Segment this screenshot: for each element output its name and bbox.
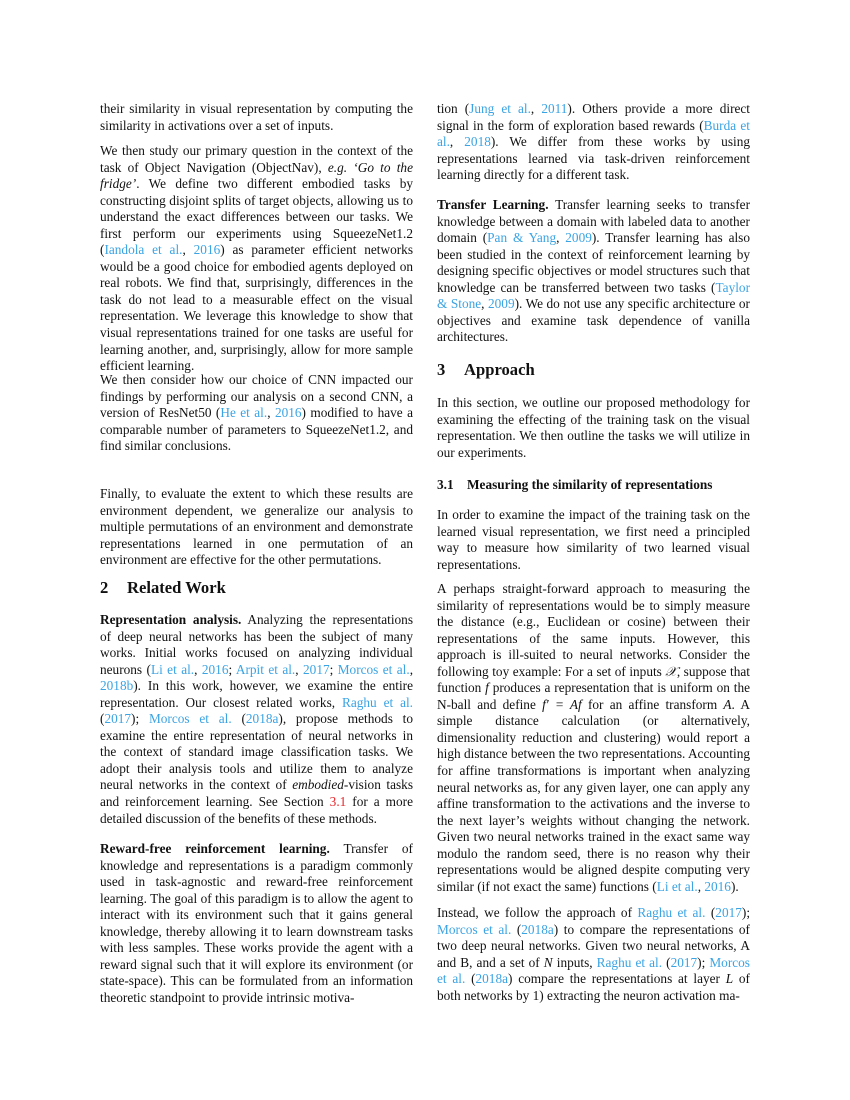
paragraph — [437, 905, 750, 1004]
text-run: , — [194, 661, 202, 677]
italic-text: L — [725, 971, 734, 987]
text-run: ) compare the representations at layer — [508, 971, 726, 987]
paragraph — [437, 395, 750, 461]
text-run: , — [267, 405, 275, 421]
text-run: for an affine transform — [581, 696, 724, 712]
section-heading-related-work — [100, 578, 226, 598]
text-run: ). Others provide a more direct signal in the form of exploration based rewards ( — [437, 101, 750, 133]
section-heading-approach — [437, 360, 535, 380]
citation-link[interactable]: Raghu et al. — [341, 694, 413, 710]
citation-link[interactable]: 2018b — [100, 678, 134, 694]
text-run: ; — [329, 661, 338, 677]
section-ref-link[interactable]: 3.1 — [329, 794, 347, 810]
citation-link[interactable]: 2016 — [704, 878, 731, 894]
paragraph-run-in-heading: Transfer Learning. — [437, 197, 549, 212]
text-run: In this section, we outline our proposed methodology for examining the effecting of the training task on the visual representation. We then outline the tasks we will utilize in our experiments. — [437, 395, 750, 460]
text-run: , — [530, 101, 542, 116]
text-run: ( — [662, 954, 671, 970]
subsection-title: Measuring the similarity of representations — [467, 477, 713, 492]
citation-link[interactable]: 2009 — [565, 230, 592, 246]
text-run: Transfer learning seeks to transfer knowledge between a domain with labeled data to another domain ( — [437, 197, 750, 246]
text-run: ( — [231, 711, 246, 727]
subsection-number: 3.1 — [437, 477, 454, 492]
citation-link[interactable]: Morcos et al. — [437, 954, 750, 987]
section-title: Related Work — [127, 578, 226, 597]
text-run: , — [449, 134, 465, 150]
section-title: Approach — [464, 360, 535, 379]
text-run: ). Transfer learning has also been studied in the context of reinforcement learning by designing specific objectives or model structures such that knowledge can be transferred between two tasks ( — [437, 230, 750, 295]
citation-link[interactable]: Raghu et al. — [596, 954, 663, 970]
citation-link[interactable]: Taylor & Stone — [437, 279, 750, 312]
text-run: ). We differ from these works by using representations learned via task-driven reinforcement learning directly for a different task. — [437, 134, 750, 183]
text-run: , — [409, 661, 414, 677]
italic-text: f — [485, 680, 489, 696]
text-run: of both networks by 1) extracting the neuron activation ma- — [437, 971, 750, 1003]
citation-link[interactable]: Raghu et al. — [637, 905, 706, 920]
italic-text: N — [543, 954, 553, 970]
citation-link[interactable]: 2018a — [245, 711, 279, 727]
text-run: Transfer of knowledge and representations is a paradigm commonly used in task-agnostic and reward-free reinforcement learning. The goal of this paradigm is to allow the agent to interact with its environment such that it gains general knowledge, thereby allowing it to learn downstream tasks with less samples. These works provide the agent with a reward signal such that it will explore its environment (or state-space). This can be formulated from an information theoretic standpoint to provide intrinsic motiva- — [100, 841, 413, 1005]
italic-text: e.g. ‘Go to the fridge’ — [100, 159, 413, 192]
citation-link[interactable]: Burda et al. — [437, 117, 751, 150]
paragraph — [100, 143, 413, 375]
section-number: 2 — [100, 578, 109, 597]
paragraph-run-in-heading: Reward-free reinforcement learning. — [100, 841, 330, 856]
paragraph — [437, 197, 750, 346]
text-run: Finally, to evaluate the extent to which these results are environment dependent, we generalize our analysis to multiple permutations of an environment and demonstrate representations learned in one permutation of an environment are effective for the other permutations. — [100, 486, 413, 568]
text-run: ) modified to have a comparable number of parameters to SqueezeNet1.2, and find similar conclusions. — [100, 405, 413, 454]
citation-link[interactable]: 2016 — [193, 242, 221, 258]
text-run: for a more detailed discussion of the benefits of these methods. — [100, 794, 413, 826]
text-run: ( — [511, 921, 522, 937]
citation-link[interactable]: He et al. — [220, 405, 268, 421]
citation-link[interactable]: 2018 — [464, 134, 491, 150]
citation-link[interactable]: 2017 — [303, 661, 330, 677]
text-run: . A simple distance calculation (or alternatively, dimensionality reduction and clustering) would report a high distance between the two representations. Accounting for affine transformations is important when analyzing neural networks as, for any given layer, one can apply any affine transformation to the activations and the inverse to the next layer’s weights without changing the network. Given two neural networks trained in the exact same way modulo the random seed, there is no reason why their representations would be aligned despite computing very similar (if not exact the same) functions ( — [437, 696, 750, 894]
text-run: ); — [697, 954, 710, 970]
citation-link[interactable]: Iandola et al. — [104, 242, 183, 258]
citation-link[interactable]: Morcos et al. — [148, 711, 232, 727]
citation-link[interactable]: 2016 — [201, 661, 229, 677]
citation-link[interactable]: 2017 — [104, 711, 132, 727]
citation-link[interactable]: Pan & Yang — [487, 230, 557, 246]
citation-link[interactable]: 2017 — [670, 954, 698, 970]
citation-link[interactable]: 2009 — [488, 296, 515, 312]
citation-link[interactable]: 2016 — [274, 405, 302, 421]
text-run: . We define two different embodied tasks by constructing disjoint splits of target objects, allowing us to understand the exact differences between our tasks. We first perform our experiments using SqueezeNet1.2 ( — [100, 176, 413, 258]
text-run: ) as parameter efficient networks would be a good choice for embodied agents deployed on real robots. We find that, surprisingly, differences in the task do not lead to a measurable effect on the visual representation. We leverage this knowledge to show that visual representations trained for one tasks are useful for learning another, and, surprisingly, allow for more sample efficient learning. — [100, 242, 413, 374]
text-run: Analyzing the representations of deep neural networks has been the subject of many works. Initial works focused on analyzing individual neurons ( — [100, 612, 413, 677]
text-run: , — [182, 242, 194, 258]
paragraph — [100, 486, 413, 569]
text-run: ( — [100, 711, 105, 727]
paragraph — [100, 612, 413, 827]
paragraph — [437, 581, 750, 895]
text-run: ). — [730, 878, 739, 894]
citation-link[interactable]: Li et al. — [656, 878, 698, 894]
text-run: ), propose methods to examine the entire representation of neural networks in the context of standard image classification tasks. We adopt their analysis tools and utilize them to analyze neural networks in the context of — [100, 711, 413, 793]
section-number: 3 — [437, 360, 446, 379]
italic-text: A — [723, 696, 732, 712]
italic-text: embodied — [292, 777, 344, 793]
text-run: ); — [741, 905, 751, 920]
text-run: , suppose that function — [437, 663, 750, 696]
text-run: ) to compare the representations of two deep neural networks. Given two neural networks, A and B, and a set of — [437, 921, 750, 970]
text-run: A perhaps straight-forward approach to measuring the similarity of representations would be to simply measure the distance (e.g., Euclidean or cosine) between their representations of the same inputs. However, this approach is ill-suited to neural networks. Consider the following toy example: For a set of inputs — [437, 581, 750, 679]
text-run: , — [481, 296, 488, 312]
citation-link[interactable]: 2018a — [475, 971, 508, 987]
text-run: We then study our primary question in the context of the task of Object Navigation (ObjectNav), — [100, 143, 413, 175]
text-run: ( — [705, 905, 716, 920]
text-run: In order to examine the impact of the training task on the learned visual representation, we first need a principled way to measure how similarity of two learned visual representations. — [437, 507, 750, 572]
text-run: -vision tasks and reinforcement learning. See Section — [100, 777, 414, 810]
citation-link[interactable]: Morcos et al. — [437, 921, 512, 937]
citation-link[interactable]: Arpit et al. — [235, 661, 296, 677]
citation-link[interactable]: 2017 — [715, 905, 742, 920]
text-run: Instead, we follow the approach of — [437, 905, 638, 920]
text-run: inputs, — [552, 954, 597, 970]
text-run: , — [556, 230, 566, 246]
citation-link[interactable]: Li et al. — [150, 661, 195, 677]
italic-text: 𝒳 — [665, 663, 677, 679]
text-run: ( — [465, 971, 476, 987]
citation-link[interactable]: 2011 — [541, 101, 568, 116]
citation-link[interactable]: Jung et al. — [469, 101, 531, 116]
paragraph — [437, 101, 750, 184]
text-run: We then consider how our choice of CNN impacted our findings by performing our analysis on a second CNN, a version of ResNet50 ( — [100, 372, 413, 421]
text-run: ). In this work, however, we examine the entire representation. Our closest related works, — [100, 678, 413, 710]
text-run: ; — [228, 661, 236, 677]
text-run: ); — [131, 711, 149, 727]
citation-link[interactable]: Morcos et al. — [337, 661, 410, 677]
italic-text: f′ = Af — [542, 696, 582, 712]
text-run: tion ( — [437, 101, 470, 116]
citation-link[interactable]: 2018a — [521, 921, 554, 937]
paragraph-run-in-heading: Representation analysis. — [100, 612, 242, 627]
text-run: , — [697, 878, 705, 894]
subsection-heading-measuring-similarity — [437, 477, 712, 493]
text-run: produces a representation that is uniform on the N-ball and define — [437, 680, 750, 712]
text-run: their similarity in visual representation by computing the similarity in activations over a set of inputs. — [100, 101, 413, 133]
paragraph — [437, 507, 750, 573]
text-run: , — [295, 661, 304, 677]
paragraph — [100, 372, 413, 455]
paragraph — [100, 101, 413, 134]
paragraph — [100, 841, 413, 1006]
text-run: ). We do not use any specific architecture or objectives and examine task dependence of vanilla architectures. — [437, 296, 750, 345]
